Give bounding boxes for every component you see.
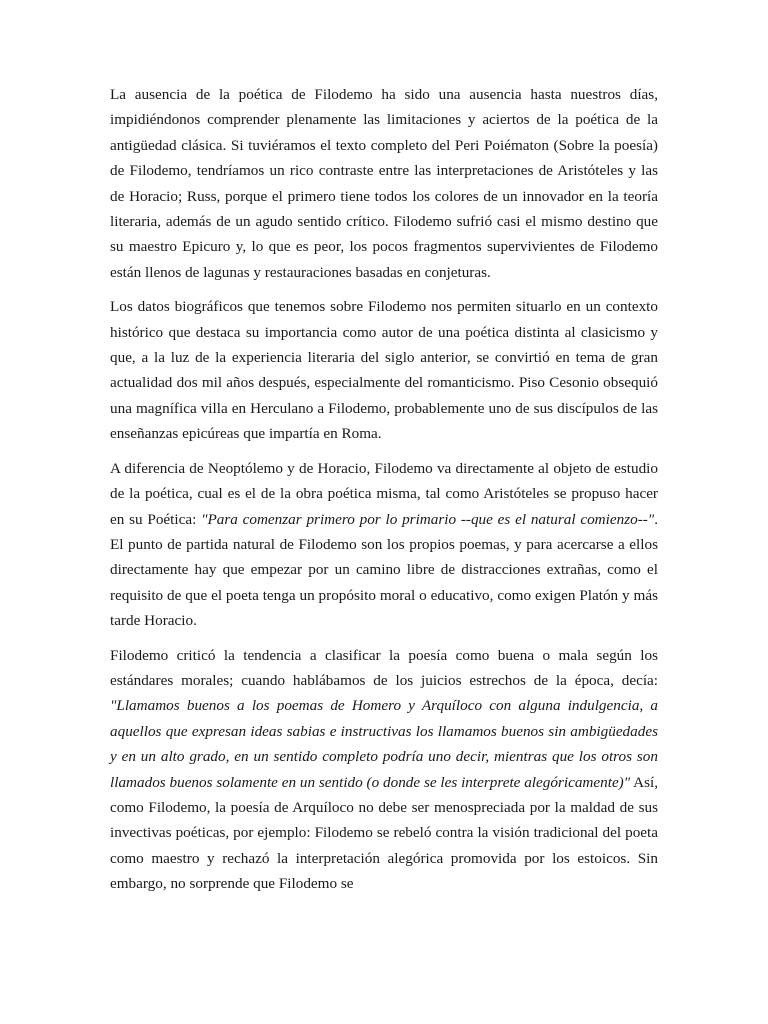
paragraph-2: [110, 294, 658, 446]
paragraph-4-quote: "Llamamos buenos a los poemas de Homero y Arquíloco con alguna indulgencia, a aquellos que expresan ideas sabias e instructivas los llamamos buenos sin ambigüedades y en un alto grado, en un sentido completo podría uno decir, mientras que los otros son llamados buenos solamente en un sentido (o donde se les interprete alegóricamente)": [110, 697, 658, 791]
paragraph-1-text: La ausencia de la poética de Filodemo ha sido una ausencia hasta nuestros días, impidiéndonos comprender plenamente las limitaciones y aciertos de la poética de la antigüedad clásica. Si tuviéramos el texto completo del Peri Poiématon (Sobre la poesía) de Filodemo, tendríamos un rico contraste entre las interpretaciones de Aristóteles y las de Horacio; Russ, porque el primero tiene todos los colores de un innovador en la teoría literaria, además de un agudo sentido crítico. Filodemo sufrió casi el mismo destino que su maestro Epicuro y, lo que es peor, los pocos fragmentos supervivientes de Filodemo están llenos de lagunas y restauraciones basadas en conjeturas.: [110, 86, 658, 281]
paragraph-4-text-a: Filodemo criticó la tendencia a clasificar la poesía como buena o mala según los estándares morales; cuando hablábamos de los juicios estrechos de la época, decía:: [110, 646, 658, 689]
paragraph-2-text: Los datos biográficos que tenemos sobre Filodemo nos permiten situarlo en un contexto histórico que destaca su importancia como autor de una poética distinta al clasicismo y que, a la luz de la experiencia literaria del siglo anterior, se convirtió en tema de gran actualidad dos mil años después, especialmente del romanticismo. Piso Cesonio obsequió una magnífica villa en Herculano a Filodemo, probablemente uno de sus discípulos de las enseñanzas epicúreas que impartía en Roma.: [110, 298, 658, 443]
paragraph-3: [110, 456, 658, 634]
paragraph-4-text-b: Así, como Filodemo, la poesía de Arquíloco no debe ser menospreciada por la maldad de sus invectivas poéticas, por ejemplo: Filodemo se rebeló contra la visión tradicional del poeta como maestro y rechazó la interpretación alegórica promovida por los estoicos. Sin embargo, no sorprende que Filodemo se: [110, 773, 658, 893]
paragraph-3-text-a: A diferencia de Neoptólemo y de Horacio, Filodemo va directamente al objeto de estudio de la poética, cual es el de la obra poética misma, tal como Aristóteles se propuso hacer en su Poética:: [110, 459, 658, 528]
paragraph-4: [110, 643, 658, 897]
paragraph-1: [110, 82, 658, 285]
document-page: [110, 82, 658, 906]
paragraph-3-quote: "Para comenzar primero por lo primario --que es el natural comienzo--": [201, 510, 655, 528]
paragraph-3-text-b: . El punto de partida natural de Filodemo son los propios poemas, y para acercarse a ellos directamente hay que empezar por un camino libre de distracciones extrañas, como el requisito de que el poeta tenga un propósito moral o educativo, como exigen Platón y más tarde Horacio.: [110, 510, 658, 630]
